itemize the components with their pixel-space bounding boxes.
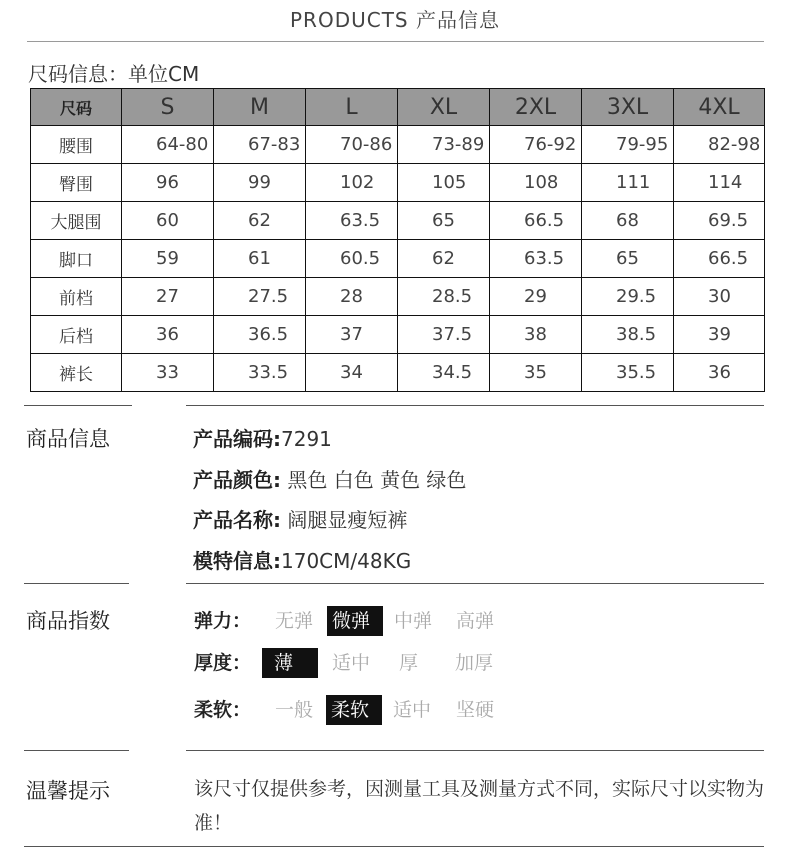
- table-cell: 65: [582, 240, 674, 278]
- elasticity-option: 高弹: [456, 610, 495, 632]
- table-cell: 64-80: [122, 126, 214, 164]
- header-cell: 3XL: [582, 89, 674, 126]
- table-row: [31, 278, 765, 316]
- table-row: [31, 126, 765, 164]
- table-cell: 27: [122, 278, 214, 316]
- section-divider: [24, 583, 129, 584]
- table-cell: 102: [306, 164, 398, 202]
- thickness-option: 适中: [332, 652, 371, 674]
- table-cell: 96: [122, 164, 214, 202]
- notice-title: 温馨提示: [26, 779, 110, 803]
- table-cell: 70-86: [306, 126, 398, 164]
- thickness-label: 厚度：: [194, 652, 252, 674]
- table-cell: 99: [214, 164, 306, 202]
- header-cell: 4XL: [674, 89, 765, 126]
- table-row: [31, 354, 765, 392]
- page-title: PRODUCTS 产品信息: [290, 8, 500, 32]
- table-cell: 73-89: [398, 126, 490, 164]
- table-cell: 62: [214, 202, 306, 240]
- elasticity-label: 弹力：: [194, 610, 252, 632]
- table-cell: 82-98: [674, 126, 765, 164]
- table-cell: 34: [306, 354, 398, 392]
- table-cell: 36: [122, 316, 214, 354]
- table-cell: 66.5: [490, 202, 582, 240]
- size-table: [30, 88, 765, 392]
- table-cell: 60: [122, 202, 214, 240]
- row-label: 腰围: [31, 126, 122, 164]
- softness-option: 一般: [275, 699, 314, 721]
- row-label: 臀围: [31, 164, 122, 202]
- model-info-label: 模特信息:: [193, 549, 281, 573]
- row-label: 脚口: [31, 240, 122, 278]
- table-cell: 114: [674, 164, 765, 202]
- table-cell: 76-92: [490, 126, 582, 164]
- table-cell: 111: [582, 164, 674, 202]
- notice-text: 该尺寸仅提供参考，因测量工具及测量方式不同，实际尺寸以实物为准！: [194, 778, 765, 834]
- product-info-title: 商品信息: [26, 427, 110, 451]
- header-cell: S: [122, 89, 214, 126]
- thickness-option: 薄: [262, 648, 318, 678]
- section-divider: [186, 405, 764, 406]
- table-cell: 60.5: [306, 240, 398, 278]
- row-label: 后档: [31, 316, 122, 354]
- table-cell: 108: [490, 164, 582, 202]
- product-name-label: 产品名称:: [193, 508, 281, 532]
- table-cell: 63.5: [490, 240, 582, 278]
- product-code-value: 7291: [281, 427, 332, 451]
- table-cell: 67-83: [214, 126, 306, 164]
- table-row: [31, 202, 765, 240]
- table-cell: 105: [398, 164, 490, 202]
- table-cell: 30: [674, 278, 765, 316]
- table-cell: 35: [490, 354, 582, 392]
- model-info: [193, 545, 411, 574]
- table-cell: 61: [214, 240, 306, 278]
- product-color-label: 产品颜色:: [193, 468, 281, 492]
- table-cell: 35.5: [582, 354, 674, 392]
- section-divider: [24, 405, 132, 406]
- elasticity-option: 中弹: [394, 610, 433, 632]
- model-info-value: 170CM/48KG: [281, 549, 412, 573]
- elasticity-option: 微弹: [327, 606, 383, 636]
- header-cell: XL: [398, 89, 490, 126]
- header-cell: 2XL: [490, 89, 582, 126]
- bottom-divider: [24, 846, 764, 847]
- product-name: [193, 504, 407, 533]
- table-cell: 28.5: [398, 278, 490, 316]
- table-cell: 38.5: [582, 316, 674, 354]
- product-code: [193, 423, 332, 452]
- table-cell: 37.5: [398, 316, 490, 354]
- size-table-header: [31, 89, 765, 126]
- row-label: 前档: [31, 278, 122, 316]
- softness-option: 柔软: [326, 695, 382, 725]
- table-cell: 29: [490, 278, 582, 316]
- thickness-option: 厚: [399, 652, 419, 674]
- header-cell: 尺码: [31, 89, 122, 126]
- table-cell: 68: [582, 202, 674, 240]
- size-caption: 尺码信息：单位CM: [28, 62, 200, 86]
- section-divider: [186, 583, 764, 584]
- table-cell: 63.5: [306, 202, 398, 240]
- row-label: 大腿围: [31, 202, 122, 240]
- elasticity-option: 无弹: [275, 610, 314, 632]
- table-cell: 36: [674, 354, 765, 392]
- section-divider: [24, 750, 129, 751]
- table-cell: 33: [122, 354, 214, 392]
- table-cell: 39: [674, 316, 765, 354]
- table-row: [31, 316, 765, 354]
- softness-option: 适中: [393, 699, 432, 721]
- table-cell: 38: [490, 316, 582, 354]
- softness-option: 坚硬: [456, 699, 495, 721]
- product-code-label: 产品编码:: [193, 427, 281, 451]
- table-cell: 66.5: [674, 240, 765, 278]
- table-cell: 79-95: [582, 126, 674, 164]
- thickness-option: 加厚: [455, 652, 494, 674]
- table-cell: 36.5: [214, 316, 306, 354]
- table-cell: 69.5: [674, 202, 765, 240]
- header-cell: M: [214, 89, 306, 126]
- table-cell: 29.5: [582, 278, 674, 316]
- product-color-value: 黑色 白色 黄色 绿色: [281, 468, 467, 492]
- table-cell: 59: [122, 240, 214, 278]
- table-cell: 37: [306, 316, 398, 354]
- table-cell: 62: [398, 240, 490, 278]
- product-index-title: 商品指数: [26, 609, 110, 633]
- table-cell: 34.5: [398, 354, 490, 392]
- header-cell: L: [306, 89, 398, 126]
- table-row: [31, 240, 765, 278]
- softness-label: 柔软：: [194, 699, 252, 721]
- table-cell: 28: [306, 278, 398, 316]
- table-cell: 33.5: [214, 354, 306, 392]
- row-label: 裤长: [31, 354, 122, 392]
- table-row: [31, 164, 765, 202]
- table-cell: 65: [398, 202, 490, 240]
- title-divider: [27, 41, 764, 42]
- product-color: [193, 464, 466, 493]
- section-divider: [186, 750, 764, 751]
- table-cell: 27.5: [214, 278, 306, 316]
- product-name-value: 阔腿显瘦短裤: [281, 508, 408, 532]
